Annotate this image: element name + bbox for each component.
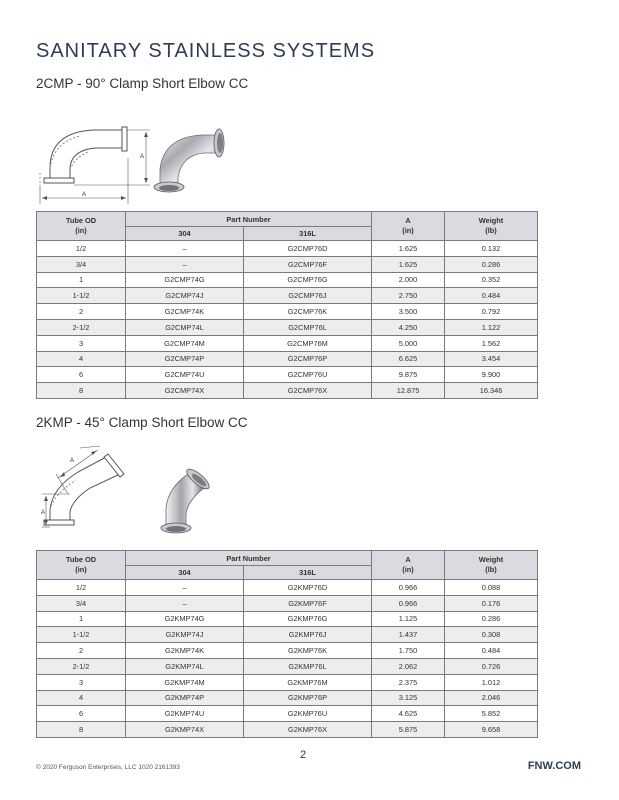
table-row — [37, 722, 538, 738]
dimension-a-cell: 9.875 — [372, 367, 445, 383]
table-row — [37, 288, 538, 304]
table-row — [37, 643, 538, 659]
table-row — [37, 658, 538, 674]
part-304-cell: G2KMP74M — [126, 674, 244, 690]
part-316l-cell: G2CMP76D — [244, 241, 372, 257]
weight-cell: 0.088 — [445, 580, 538, 596]
table-row — [37, 580, 538, 596]
part-304-cell: G2CMP74M — [126, 335, 244, 351]
weight-cell: 0.352 — [445, 272, 538, 288]
part-316l-cell: G2KMP76X — [244, 722, 372, 738]
part-304-cell: G2CMP74G — [126, 272, 244, 288]
weight-cell: 0.308 — [445, 627, 538, 643]
header-weight: Weight (lb) — [445, 551, 538, 580]
table-row — [37, 674, 538, 690]
part-316l-cell: G2CMP76U — [244, 367, 372, 383]
dimension-a-cell: 4.250 — [372, 319, 445, 335]
tube-od-cell: 1-1/2 — [37, 288, 126, 304]
part-316l-cell: G2KMP76U — [244, 706, 372, 722]
part-316l-cell: G2CMP76K — [244, 304, 372, 320]
tube-od-cell: 4 — [37, 351, 126, 367]
table-row — [37, 272, 538, 288]
tube-od-cell: 3 — [37, 335, 126, 351]
weight-cell: 9.658 — [445, 722, 538, 738]
tube-od-cell: 8 — [37, 383, 126, 399]
dimension-a-cell: 5.000 — [372, 335, 445, 351]
copyright-notice: © 2020 Ferguson Enterprises, LLC 1020 2161393 — [36, 764, 180, 771]
part-316l-cell: G2CMP76M — [244, 335, 372, 351]
section-title-45-elbow: 2KMP - 45° Clamp Short Elbow CC — [36, 415, 248, 430]
part-304-cell: G2KMP74K — [126, 643, 244, 659]
weight-cell: 0.484 — [445, 643, 538, 659]
part-316l-cell: G2CMP76G — [244, 272, 372, 288]
weight-cell: 1.012 — [445, 674, 538, 690]
part-316l-cell: G2KMP76J — [244, 627, 372, 643]
part-316l-cell: G2KMP76G — [244, 611, 372, 627]
part-304-cell: G2KMP74G — [126, 611, 244, 627]
part-304-cell: G2CMP74K — [126, 304, 244, 320]
dimension-label-a-vertical: A — [140, 154, 145, 160]
dimension-a-cell: 4.625 — [372, 706, 445, 722]
part-316l-cell: G2KMP76L — [244, 658, 372, 674]
part-304-cell: – — [126, 595, 244, 611]
dimension-a-cell: 3.125 — [372, 690, 445, 706]
tube-od-cell: 1/2 — [37, 241, 126, 257]
table-row — [37, 335, 538, 351]
part-316l-cell: G2KMP76P — [244, 690, 372, 706]
tube-od-cell: 1 — [37, 272, 126, 288]
weight-cell: 0.286 — [445, 256, 538, 272]
elbow-45-drawing — [36, 444, 146, 536]
part-316l-cell: G2KMP76F — [244, 595, 372, 611]
dimension-a-cell: 0.966 — [372, 595, 445, 611]
elbow-90-drawing — [36, 118, 166, 206]
weight-cell: 16.346 — [445, 383, 538, 399]
tube-od-cell: 2-1/2 — [37, 658, 126, 674]
table-row — [37, 319, 538, 335]
table-row — [37, 304, 538, 320]
dimension-a-cell: 2.000 — [372, 272, 445, 288]
table-row — [37, 706, 538, 722]
weight-cell: 9.900 — [445, 367, 538, 383]
dimension-label-a-vertical-45: A — [41, 510, 46, 516]
tube-od-cell: 8 — [37, 722, 126, 738]
weight-cell: 1.122 — [445, 319, 538, 335]
part-316l-cell: G2KMP76K — [244, 643, 372, 659]
weight-cell: 5.852 — [445, 706, 538, 722]
part-304-cell: G2KMP74P — [126, 690, 244, 706]
dimension-a-cell: 12.875 — [372, 383, 445, 399]
weight-cell: 1.562 — [445, 335, 538, 351]
weight-cell: 0.286 — [445, 611, 538, 627]
table-row — [37, 595, 538, 611]
part-316l-cell: G2CMP76L — [244, 319, 372, 335]
part-304-cell: – — [126, 241, 244, 257]
dimension-a-cell: 1.125 — [372, 611, 445, 627]
weight-cell: 0.726 — [445, 658, 538, 674]
dimension-a-cell: 6.625 — [372, 351, 445, 367]
tube-od-cell: 3/4 — [37, 595, 126, 611]
table-row — [37, 627, 538, 643]
dimension-a-cell: 1.437 — [372, 627, 445, 643]
table-row — [37, 367, 538, 383]
page-number: 2 — [300, 749, 307, 761]
tube-od-cell: 6 — [37, 367, 126, 383]
part-304-cell: G2CMP74P — [126, 351, 244, 367]
dimension-a-cell: 2.375 — [372, 674, 445, 690]
tube-od-cell: 3 — [37, 674, 126, 690]
tube-od-cell: 1-1/2 — [37, 627, 126, 643]
tube-od-cell: 2 — [37, 304, 126, 320]
part-316l-cell: G2CMP76F — [244, 256, 372, 272]
section-title-90-elbow: 2CMP - 90° Clamp Short Elbow CC — [36, 76, 249, 91]
header-304: 304 — [126, 566, 244, 580]
part-316l-cell: G2CMP76X — [244, 383, 372, 399]
weight-cell: 0.484 — [445, 288, 538, 304]
part-316l-cell: G2KMP76M — [244, 674, 372, 690]
tube-od-cell: 2-1/2 — [37, 319, 126, 335]
part-304-cell: G2KMP74X — [126, 722, 244, 738]
header-part-number: Part Number — [126, 551, 372, 566]
part-304-cell: G2KMP74J — [126, 627, 244, 643]
dimension-a-cell: 1.750 — [372, 643, 445, 659]
part-304-cell: G2CMP74J — [126, 288, 244, 304]
header-part-number: Part Number — [126, 212, 372, 227]
part-304-cell: G2KMP74U — [126, 706, 244, 722]
header-tube-od: Tube OD (in) — [37, 212, 126, 241]
tube-od-cell: 1 — [37, 611, 126, 627]
tube-od-cell: 1/2 — [37, 580, 126, 596]
header-tube-od: Tube OD (in) — [37, 551, 126, 580]
dimension-a-cell: 1.625 — [372, 241, 445, 257]
part-316l-cell: G2CMP76J — [244, 288, 372, 304]
part-304-cell: G2CMP74L — [126, 319, 244, 335]
page-title: SANITARY STAINLESS SYSTEMS — [36, 40, 376, 62]
brand-link[interactable]: FNW.COM — [527, 760, 581, 772]
dimension-a-cell: 0.966 — [372, 580, 445, 596]
weight-cell: 0.176 — [445, 595, 538, 611]
tube-od-cell: 6 — [37, 706, 126, 722]
elbow-45-photo — [158, 462, 218, 538]
part-316l-cell: G2KMP76D — [244, 580, 372, 596]
dimension-a-cell: 2.750 — [372, 288, 445, 304]
part-304-cell: G2CMP74U — [126, 367, 244, 383]
header-weight: Weight (lb) — [445, 212, 538, 241]
spec-table-45-elbow — [36, 550, 538, 738]
weight-cell: 0.792 — [445, 304, 538, 320]
spec-table-90-elbow — [36, 211, 538, 399]
weight-cell: 2.046 — [445, 690, 538, 706]
weight-cell: 3.454 — [445, 351, 538, 367]
dimension-label-a-diagonal-45: A — [70, 458, 75, 464]
dimension-a-cell: 2.062 — [372, 658, 445, 674]
part-304-cell: G2KMP74L — [126, 658, 244, 674]
header-a: A (in) — [372, 212, 445, 241]
header-a: A (in) — [372, 551, 445, 580]
dimension-a-cell: 1.625 — [372, 256, 445, 272]
tube-od-cell: 3/4 — [37, 256, 126, 272]
header-316l: 316L — [244, 227, 372, 241]
dimension-a-cell: 5.875 — [372, 722, 445, 738]
tube-od-cell: 2 — [37, 643, 126, 659]
table-row — [37, 256, 538, 272]
table-row — [37, 690, 538, 706]
table-row — [37, 383, 538, 399]
dimension-a-cell: 3.500 — [372, 304, 445, 320]
header-304: 304 — [126, 227, 244, 241]
table-row — [37, 241, 538, 257]
elbow-90-photo — [152, 125, 234, 197]
weight-cell: 0.132 — [445, 241, 538, 257]
part-304-cell: – — [126, 256, 244, 272]
part-304-cell: G2CMP74X — [126, 383, 244, 399]
part-316l-cell: G2CMP76P — [244, 351, 372, 367]
table-row — [37, 611, 538, 627]
table-row — [37, 351, 538, 367]
dimension-label-a-horizontal: A — [82, 192, 87, 198]
part-304-cell: – — [126, 580, 244, 596]
tube-od-cell: 4 — [37, 690, 126, 706]
header-316l: 316L — [244, 566, 372, 580]
